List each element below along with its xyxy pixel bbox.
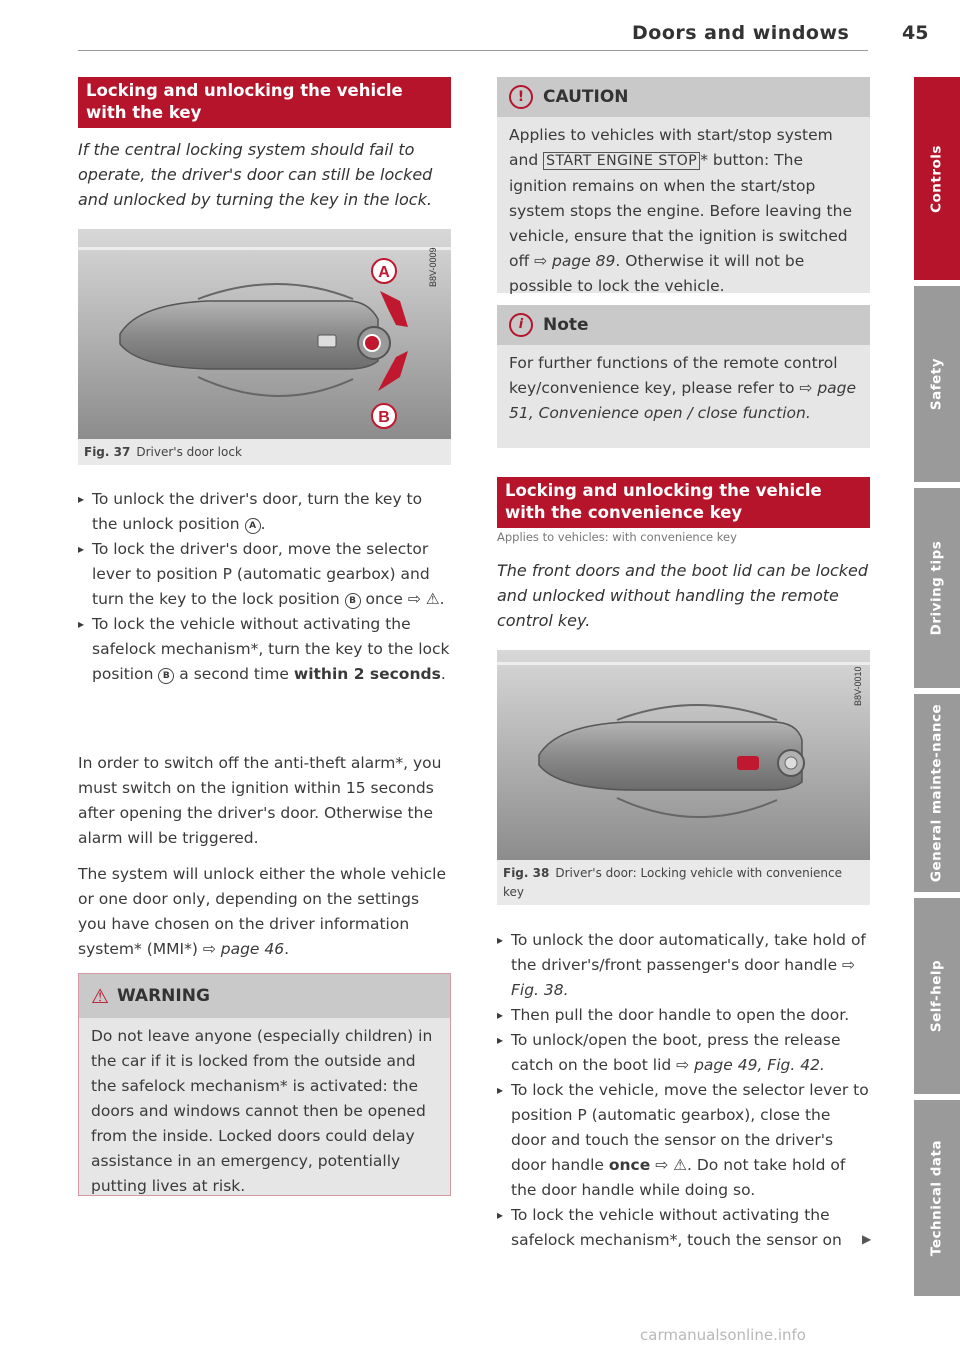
left-instructions <box>78 487 450 687</box>
door-handle <box>120 301 378 369</box>
door-lock-illustration <box>78 229 451 439</box>
figure-38-text: Driver's door: Locking vehicle with convenience key <box>503 866 843 899</box>
header-divider <box>78 50 868 51</box>
note-header <box>497 305 870 345</box>
figure-38-caption <box>497 860 870 906</box>
section-heading-key: Locking and unlocking the vehicle with the key <box>78 77 451 128</box>
note-box <box>497 305 870 448</box>
door-handle <box>539 722 802 790</box>
caution-title: CAUTION <box>543 87 629 107</box>
tab-technical-data[interactable]: Technical data <box>914 1100 960 1296</box>
caution-box <box>497 77 870 293</box>
tab-driving-tips[interactable]: Driving tips <box>914 488 960 688</box>
figure-38-label: Fig. 38 <box>503 866 550 880</box>
applies-note: Applies to vehicles: with convenience key <box>497 530 737 544</box>
right-instructions <box>497 928 870 1253</box>
info-icon: i <box>509 313 533 337</box>
start-engine-stop-key: START ENGINE STOP <box>543 152 700 170</box>
key-slot <box>364 335 380 351</box>
convenience-key-illustration <box>497 650 870 860</box>
list-item: ▸ To lock the vehicle without activating the safelock mechanism*, touch the sensor on <box>497 1203 870 1253</box>
warning-title: WARNING <box>116 986 210 1006</box>
marker-a-label: A <box>378 264 390 281</box>
paragraph-alarm: In order to switch off the anti-theft alarm*, you must switch on the ignition within 15 seconds after opening the driver's door. Otherwise the alarm will be triggered. <box>78 754 442 847</box>
section-heading-convenience: Locking and unlocking the vehicle with the convenience key <box>497 477 870 528</box>
caution-text: Applies to vehicles with start/stop system and START ENGINE STOP * button: The ignition remains on when the start/stop system stops the engine. Before leaving the vehicle, ensure that the ignition is switched off ⇨ page 89. Otherwise it will not be possible to lock the vehicle. <box>509 126 852 295</box>
figure-code: B8V-0009 <box>428 247 438 287</box>
list-item: ▸ To unlock the door automatically, take hold of the driver's/front passenger's door handle ⇨ Fig. 38. <box>497 928 870 1003</box>
tab-general-maintenance[interactable]: General mainte-nance <box>914 694 960 892</box>
page-number: 45 <box>902 22 929 44</box>
section-intro-convenience: The front doors and the boot lid can be locked and unlocked without handling the remote control key. <box>497 561 869 630</box>
tab-self-help[interactable]: Self-help <box>914 898 960 1094</box>
note-title: Note <box>543 315 589 335</box>
list-item: ▸ To unlock/open the boot, press the release catch on the boot lid ⇨ page 49, Fig. 42. <box>497 1028 870 1078</box>
tab-controls[interactable]: Controls <box>914 77 960 280</box>
note-text: For further functions of the remote control key/convenience key, please refer to ⇨ page 51, Convenience open / close function. <box>509 354 857 422</box>
marker-b-label: B <box>378 409 390 426</box>
list-item: ▸ Then pull the door handle to open the door. <box>497 1003 870 1028</box>
list-item: ▸ To unlock the driver's door, turn the key to the unlock position A . <box>78 487 450 537</box>
figure-code: B8V-0010 <box>853 666 863 706</box>
running-header: Doors and windows <box>632 22 850 44</box>
footer-watermark: carmanualsonline.info <box>640 1326 806 1344</box>
section-intro-key: If the central locking system should fail to operate, the driver's door can still be locked and unlocked by turning the key in the lock. <box>78 140 433 209</box>
caution-header <box>497 77 870 117</box>
list-item: ▸ To lock the vehicle, move the selector lever to position P (automatic gearbox), close the door and touch the sensor on the driver's door handle once ⇨ ⚠. Do not take hold of the door handle while doing so. <box>497 1078 870 1203</box>
figure-38 <box>497 650 870 905</box>
warning-text: Do not leave anyone (especially children) in the car if it is locked from the outside and the safelock mechanism* is activated: the doors and windows cannot then be opened from the inside. Locked doors could delay assistance in an emergency, potentially putting lives at risk. <box>91 1027 433 1195</box>
figure-37-label: Fig. 37 <box>84 445 131 459</box>
list-item: ▸ To lock the vehicle without activating the safelock mechanism*, turn the key to the lock position B a second time within 2 seconds. <box>78 612 450 687</box>
caution-icon: ! <box>509 85 533 109</box>
warning-icon: ⚠ <box>91 984 109 1008</box>
figure-37 <box>78 229 451 465</box>
tab-safety[interactable]: Safety <box>914 286 960 482</box>
continue-arrow-icon: ▶ <box>862 1232 872 1246</box>
list-item: ▸ To lock the driver's door, move the selector lever to position P (automatic gearbox) and turn the key to the lock position B once ⇨ ⚠. <box>78 537 450 612</box>
figure-37-text: Driver's door lock <box>136 445 242 459</box>
paragraph-unlock-settings: The system will unlock either the whole vehicle or one door only, depending on the settings you have chosen on the driver information system* (MMI*) ⇨ page 46. <box>78 865 447 958</box>
warning-box <box>78 973 451 1196</box>
warning-header <box>79 974 450 1018</box>
figure-37-caption <box>78 439 451 466</box>
touch-sensor <box>737 756 759 770</box>
